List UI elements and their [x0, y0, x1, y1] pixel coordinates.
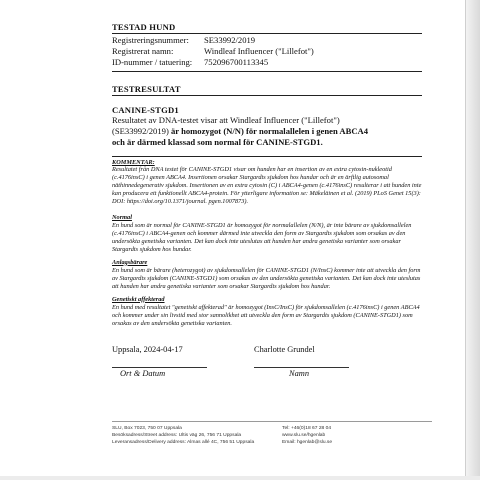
result-reg-number: (SE33992/2019)	[112, 125, 171, 136]
certificate-body	[112, 22, 422, 378]
footer-website[interactable]: www.slu.se/hgenlab	[282, 433, 326, 439]
category-text: En hund som är normal för CANINE-STGD1 är homozygot för normalallelen (N/N), är inte bärare av sjukdomsallelen (c.4176insC) i ABCA4-genen och kommer därmed inte utveckla den form av Stargardts sjukdom som orsakas av den undersökta genetiska varianten. Det kan dock inte uteslutas att hunden har andra genetiska varianter som orsakar Stargardts sjukdom hos hundar.	[112, 221, 412, 253]
place-date-line	[112, 367, 207, 368]
dog-info-row	[112, 57, 422, 68]
comment-section	[112, 159, 422, 206]
heading-divider	[112, 33, 422, 34]
signature-labels	[112, 369, 422, 378]
footer-postal-address: SLU, Box 7023, 750 07 Uppsala	[112, 426, 182, 431]
page-edge-shadow	[465, 0, 480, 480]
result-classification: och är därmed klassad som normal för CANINE-STGD1.	[112, 136, 323, 147]
signer-name-line	[254, 367, 349, 368]
result-divider	[112, 95, 422, 96]
result-line-1: Resultatet av DNA-testet visar att Windleaf Influencer ("Lillefot")	[112, 114, 340, 125]
test-name: CANINE-STGD1	[112, 104, 179, 115]
dog-info-row	[112, 46, 422, 57]
comment-heading: KOMMENTAR:	[112, 158, 155, 166]
comment-text: Resultatet från DNA testet för CANINE-STGD1 visar om hunden har en insertion av en extra cytosin-nukleotid (c.4176insC) i genen ABCA4. Insertionen orsakar Stargardts sjukdom hos hundar och är en ärftlig autosomal näthinnedegenerativ sjukdom. Insertionen av en extra cytosin (C) i ABCA4-genen (c.4176insC) resulterar i att hunden inte kan producera ett funktionellt ABCA4-protein. För ytterligare information se: Mäkeläinen et al. (2019) PLoS Genet 15(3): DOI: https://doi.org/10.1371/journal. pgen.1007873).	[112, 165, 422, 205]
result-line-2	[112, 126, 422, 137]
category-text: En hund med resultatet "genetiskt affekterad" är homozygot (InsC/InsC) för sjukdomsallelen (c.4176insC) i genen ABCA4 och kommer under sin livstid med stor sannolikhet att utveckla den form av Stargardts sjukdom (CANINE-STGD1) som orsakas av den undersökta genetiska varianten.	[112, 303, 420, 327]
page-bottom-edge	[0, 476, 480, 480]
footer-row	[112, 425, 432, 432]
signature-lines	[112, 367, 422, 368]
reg-name-label: Registrerat namn:	[112, 46, 174, 57]
footer-phone: Tel: +46(0)18 67 28 04	[282, 426, 332, 431]
reg-number-label: Registreringsnummer:	[112, 35, 189, 45]
signer-name-value: Charlotte Grundel	[254, 344, 315, 354]
footer-row	[112, 432, 432, 439]
footer-email[interactable]: Email: hgenlab@slu.se	[282, 440, 333, 446]
test-result-heading: TESTRESULTAT	[112, 83, 181, 94]
dog-info	[112, 35, 422, 69]
reg-number-value: SE33992/2019	[204, 35, 256, 45]
footer-delivery-address: Leveransadress/Delivery address: Almas allé 4C, 756 51 Uppsala	[112, 440, 255, 446]
footer-row	[112, 439, 432, 446]
reg-name-value: Windleaf Influencer ("Lillefot")	[204, 46, 314, 57]
category-normal	[112, 214, 422, 254]
id-number-value: 752096700113345	[204, 57, 269, 68]
category-heading: Normal	[112, 213, 132, 221]
id-number-label: ID-nummer / tatuering:	[112, 57, 193, 68]
signature-values	[112, 345, 422, 354]
place-date-label: Ort & Datum	[120, 368, 166, 378]
category-carrier	[112, 259, 422, 291]
comment-divider	[112, 156, 422, 157]
category-heading: Anlagsbärare	[112, 258, 148, 266]
dog-info-row	[112, 35, 422, 46]
category-text: En hund som är bärare (heterozygot) av sjukdomsallelen för CANINE-STGD1 (N/InsC) kommer inte att utveckla den form av Stargardts sjukdom (CANINE-STGD1) som orsakas av den undersökta genetiska varianten. Det kan dock inte uteslutas att hunden har andra genetiska varianter som orsakar Stargardts sjukdom hos hundar.	[112, 266, 421, 290]
footer	[112, 421, 432, 447]
tested-dog-heading: TESTAD HUND	[112, 22, 176, 32]
signer-name-label: Namn	[289, 368, 310, 378]
category-affected	[112, 296, 422, 328]
place-date-value: Uppsala, 2024-04-17	[112, 344, 183, 354]
result-statement	[112, 115, 422, 148]
result-genotype: är homozygot (N/N) för normalallelen i genen ABCA4	[170, 125, 369, 136]
category-heading: Genetiskt affekterad	[112, 295, 165, 303]
footer-street-address: Besöksadress/Street address: Ultis väg 26, 756 71 Uppsala	[112, 433, 242, 439]
info-divider	[112, 71, 422, 72]
